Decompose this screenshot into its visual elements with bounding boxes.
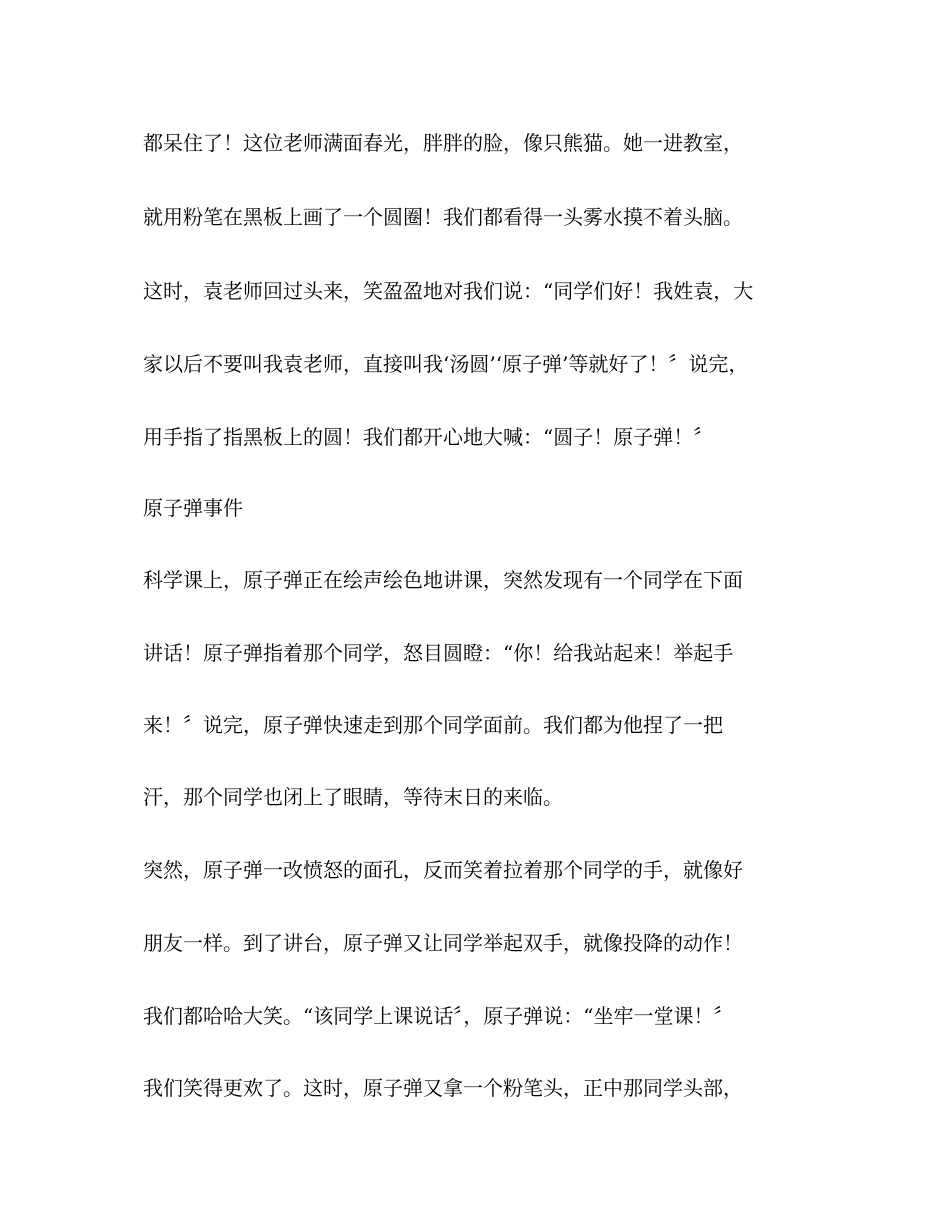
paragraph-line: 讲话！原子弹指着那个同学，怒目圆瞪：“你！给我站起来！举起手 (143, 641, 734, 665)
paragraph-line: 朋友一样。到了讲台，原子弹又让同学举起双手，就像投降的动作！ (143, 931, 743, 955)
paragraph-line: 用手指了指黑板上的圆！我们都开心地大喊：“圆子！原子弹！〞 (143, 425, 714, 449)
paragraph-line: 科学课上，原子弹正在绘声绘色地讲课，突然发现有一个同学在下面 (143, 568, 743, 592)
paragraph-line: 我们笑得更欢了。这时，原子弹又拿一个粉笔头，正中那同学头部， (143, 1076, 743, 1100)
paragraph-line: 突然，原子弹一改愤怒的面孔，反而笑着拉着那个同学的手，就像好 (143, 858, 743, 882)
paragraph-line: 我们都哈哈大笑。“该同学上课说话〞，原子弹说：“坐牢一堂课！〞 (143, 1004, 734, 1028)
paragraph-line: 汗，那个同学也闭上了眼睛，等待末日的来临。 (143, 785, 563, 809)
paragraph-line: 就用粉笔在黑板上画了一个圆圈！我们都看得一头雾水摸不着头脑。 (143, 205, 743, 229)
paragraph-line: 都呆住了！这位老师满面春光，胖胖的脸，像只熊猫。她一进教室， (143, 131, 743, 155)
paragraph-line: 这时，袁老师回过头来，笑盈盈地对我们说：“同学们好！我姓袁，大 (143, 279, 754, 303)
paragraph-line: 来！〞说完，原子弹快速走到那个同学面前。我们都为他捏了一把 (143, 713, 723, 737)
section-heading: 原子弹事件 (143, 496, 243, 520)
paragraph-line: 家以后不要叫我袁老师，直接叫我‘汤圆’‘原子弹’等就好了！〞说完， (143, 352, 749, 376)
